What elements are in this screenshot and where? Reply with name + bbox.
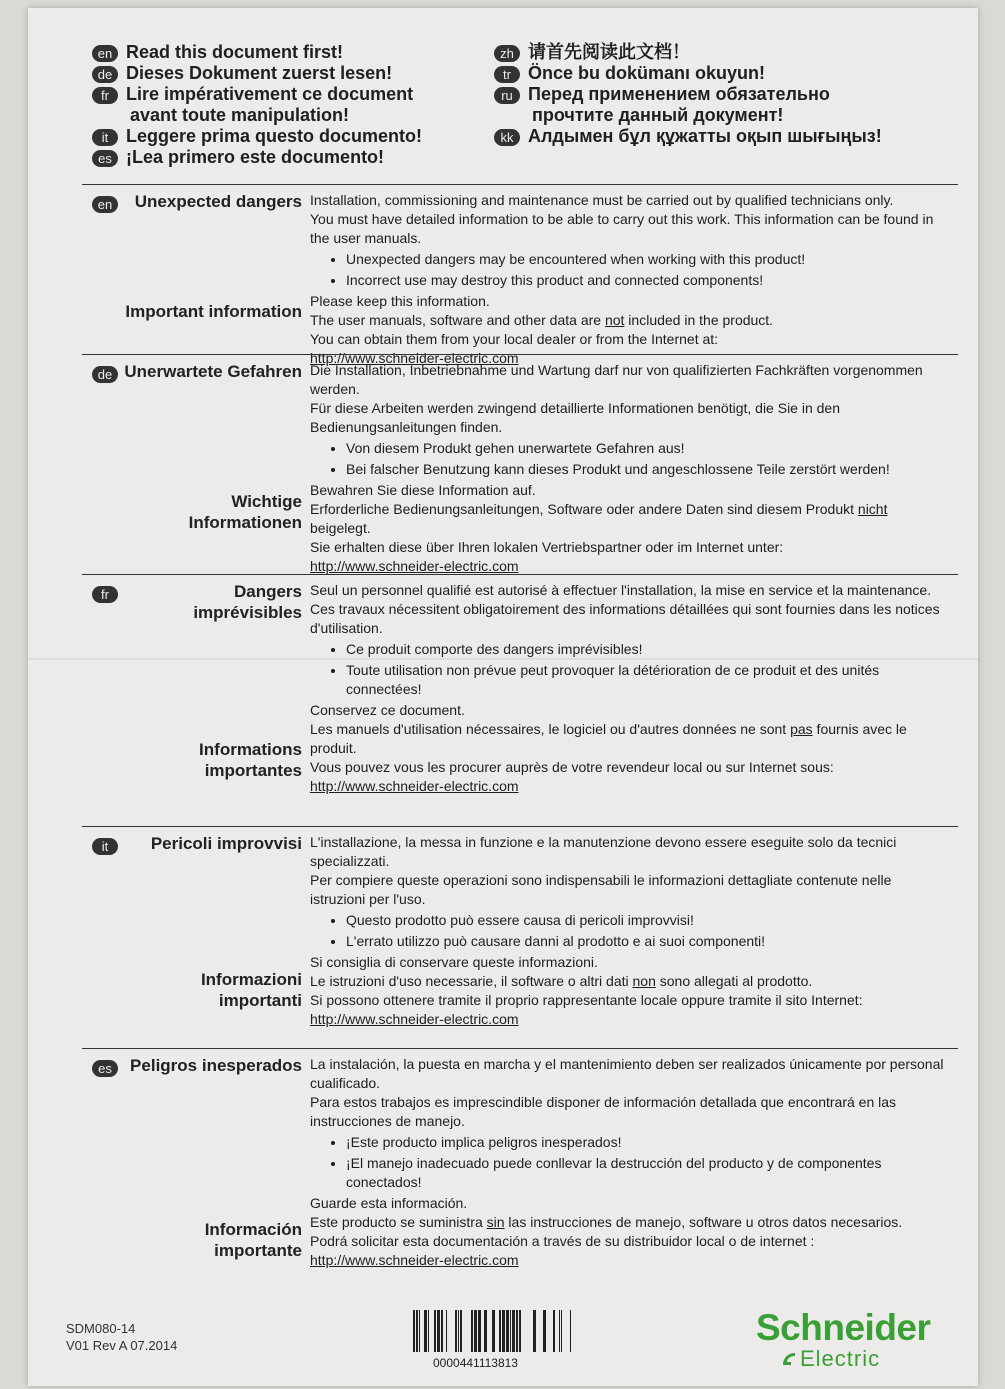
barcode-bar: [512, 1310, 515, 1352]
intro-text: Алдымен бұл құжатты оқып шығыңыз!: [528, 126, 882, 146]
info-heading: Wichtige Informationen: [188, 492, 302, 532]
intro-line: [92, 63, 492, 84]
list-item: • ¡Este producto implica peligros inesperados!: [346, 1133, 948, 1152]
info-line: You can obtain them from your local dealer or from the Internet at:: [310, 331, 719, 347]
barcode-bar: [478, 1310, 481, 1352]
barcode-bar: [424, 1310, 427, 1352]
danger-body: [310, 833, 948, 1029]
language-badge: es: [92, 1060, 118, 1077]
intro-text: Leggere prima questo documento!: [126, 126, 423, 146]
schneider-electric-logo: [756, 1308, 966, 1370]
language-badge: kk: [494, 129, 520, 146]
intro-text: Lire impérativement ce document: [126, 84, 414, 104]
barcode-bar: [446, 1310, 447, 1352]
list-item: • Bei falscher Benutzung kann dieses Produkt und angeschlossene Teile zerstört werden!: [346, 460, 948, 479]
language-badge: fr: [92, 586, 118, 603]
intro-text: Read this document first!: [126, 42, 344, 62]
barcode-bar: [455, 1310, 457, 1352]
language-badge: fr: [92, 87, 118, 104]
negation-text: sin: [486, 1214, 505, 1230]
list-item: • Von diesem Produkt gehen unerwartete Gefahren aus!: [346, 439, 948, 458]
intro-column-left: [92, 42, 492, 168]
intro-line: [494, 42, 944, 63]
intro-line: [494, 126, 944, 147]
list-item: • L'errato utilizzo può causare danni al prodotto e ai suoi componenti!: [346, 932, 948, 951]
danger-line: Para estos trabajos es imprescindible disponer de información detallada que encontrará en las instrucciones de manejo.: [310, 1094, 897, 1129]
info-heading: Informazioni importanti: [200, 970, 302, 1010]
document-id: [66, 1320, 177, 1354]
barcode-bar: [434, 1310, 436, 1352]
danger-line: L'installazione, la messa in funzione e la manutenzione devono essere eseguite solo da tecnici specializzati.: [310, 834, 897, 869]
barcode-bar: [460, 1310, 462, 1352]
keep-note: Conservez ce document.: [310, 702, 465, 718]
language-badge: zh: [494, 45, 520, 62]
website-link[interactable]: http://www.schneider-electric.com: [310, 1011, 519, 1027]
info-line: Vous pouvez vous les procurer auprès de votre revendeur local ou sur Internet sous:: [310, 759, 834, 775]
danger-line: Für diese Arbeiten werden zwingend detaillierte Informationen benötigt, die Sie in den Bedienungsanleitungen finden.: [310, 400, 840, 435]
info-line: [310, 1213, 948, 1232]
danger-heading: Pericoli improvvisi: [150, 834, 302, 853]
intro-column-right: [494, 42, 944, 147]
danger-line: Seul un personnel qualifié est autorisé à effectuer l'installation, la mise en service et la maintenance.: [310, 582, 932, 598]
barcode-bar: [506, 1310, 509, 1352]
barcode-bar: [516, 1310, 518, 1352]
barcode-bar: [570, 1310, 571, 1352]
list-item: • Toute utilisation non prévue peut provoquer la détérioration de ce produit et des unités connectées!: [346, 661, 948, 699]
logo-subword: Electric: [800, 1346, 881, 1371]
intro-block: [92, 42, 938, 172]
document-code: SDM080-14: [66, 1321, 136, 1336]
negation-text: nicht: [857, 501, 888, 517]
danger-line: La instalación, la puesta en marcha y el mantenimiento deben ser realizados únicamente por personal cualificado.: [310, 1056, 944, 1091]
intro-line: [92, 126, 492, 147]
intro-text: 请首先阅读此文档！: [528, 42, 690, 62]
info-line: Podrá solicitar esta documentación a través de su distribuidor local o de internet :: [310, 1233, 815, 1249]
website-link[interactable]: http://www.schneider-electric.com: [310, 350, 519, 366]
warning-list: [310, 1133, 948, 1192]
list-item: • ¡El manejo inadecuado puede conllevar la destrucción del producto y de componentes conectados!: [346, 1154, 948, 1192]
intro-text: ¡Lea primero este documento!: [126, 147, 385, 167]
language-section: [82, 184, 958, 366]
keep-note: Please keep this information.: [310, 293, 490, 309]
barcode-bar: [553, 1310, 555, 1352]
language-badge: ru: [494, 87, 520, 104]
negation-text: not: [604, 312, 625, 328]
barcode-bar: [502, 1310, 505, 1352]
info-line: Sie erhalten diese über Ihren lokalen Vertriebspartner oder im Internet unter:: [310, 539, 784, 555]
intro-line: [494, 63, 944, 84]
barcode-bar: [471, 1310, 473, 1352]
barcode-bar: [416, 1310, 418, 1352]
info-text: Les manuels d'utilisation nécessaires, le logiciel ou d'autres données ne sont: [310, 721, 791, 737]
language-section: [82, 574, 958, 794]
revision-label: V01 Rev A 07.2014: [66, 1338, 178, 1353]
barcode-bar: [492, 1310, 495, 1352]
barcode-bar: [428, 1310, 429, 1352]
document-sheet: [28, 8, 978, 1386]
info-heading: Important information: [125, 302, 302, 321]
language-badge: es: [92, 150, 118, 167]
language-badge: de: [92, 66, 118, 83]
footer: [28, 1298, 978, 1378]
barcode-bar: [437, 1310, 440, 1352]
danger-body: [310, 1055, 948, 1270]
barcode-number: 0000441113813: [433, 1356, 518, 1370]
info-block: [310, 500, 948, 576]
danger-body: [310, 361, 948, 576]
intro-line: [494, 84, 944, 105]
info-text: Este producto se suministra: [310, 1214, 487, 1230]
info-block: [310, 720, 948, 796]
barcode-bar: [561, 1310, 562, 1352]
info-heading: Información importante: [204, 1220, 302, 1260]
info-line: [310, 972, 948, 991]
language-badge: tr: [494, 66, 520, 83]
info-heading: Informations importantes: [199, 740, 302, 780]
language-badge: en: [92, 196, 118, 213]
barcode-bar: [484, 1310, 487, 1352]
info-line: [310, 720, 948, 758]
info-text: sono allegati al prodotto.: [655, 973, 813, 989]
language-badge: en: [92, 45, 118, 62]
barcode-bar: [543, 1310, 546, 1352]
barcode-bar: [474, 1310, 477, 1352]
keep-note: Guarde esta información.: [310, 1195, 468, 1211]
info-text: The user manuals, software and other data are: [310, 312, 605, 328]
barcode-bar: [441, 1310, 443, 1352]
info-block: [310, 972, 948, 1029]
intro-text: Dieses Dokument zuerst lesen!: [126, 63, 393, 83]
life-is-on-icon: [780, 1350, 798, 1368]
barcode-bar: [499, 1310, 501, 1352]
warning-list: [310, 439, 948, 479]
info-line: [310, 500, 948, 538]
barcode-bar: [413, 1310, 415, 1352]
website-link[interactable]: http://www.schneider-electric.com: [310, 558, 519, 574]
website-link[interactable]: http://www.schneider-electric.com: [310, 778, 519, 794]
info-line: Si possono ottenere tramite il proprio rappresentante locale oppure tramite il sito Internet:: [310, 992, 863, 1008]
barcode-bar: [533, 1310, 536, 1352]
intro-text: Önce bu dokümanı okuyun!: [528, 63, 766, 83]
language-section: [82, 1048, 958, 1268]
danger-heading: Peligros inesperados: [130, 1056, 302, 1075]
danger-body: [310, 191, 948, 368]
barcode-bar: [519, 1310, 521, 1352]
barcode-bar: [510, 1310, 511, 1352]
danger-line: Die Installation, Inbetriebnahme und Wartung darf nur von qualifizierten Fachkräften vorgenommen werden.: [310, 362, 923, 397]
barcode-bar: [419, 1310, 420, 1352]
warning-list: [310, 640, 948, 699]
list-item: • Unexpected dangers may be encountered when working with this product!: [346, 250, 948, 269]
language-badge: it: [92, 129, 118, 146]
info-text: las instrucciones de manejo, software u otros datos necesarios.: [504, 1214, 903, 1230]
negation-text: non: [632, 973, 656, 989]
intro-text: Перед применением обязательно: [528, 84, 830, 104]
info-text: Erforderliche Bedienungsanleitungen, Software oder andere Daten sind diesem Produkt: [310, 501, 858, 517]
list-item: • Questo prodotto può essere causa di pericoli improvvisi!: [346, 911, 948, 930]
danger-body: [310, 581, 948, 796]
language-badge: it: [92, 838, 118, 855]
warning-list: [310, 911, 948, 951]
warning-list: [310, 250, 948, 290]
info-text: included in the product.: [624, 312, 774, 328]
danger-line: Per compiere queste operazioni sono indispensabili le informazioni dettagliate contenute nelle istruzioni per l'uso.: [310, 872, 892, 907]
keep-note: Bewahren Sie diese Information auf.: [310, 482, 536, 498]
barcode-icon: [413, 1310, 583, 1352]
info-text: fournis avec le produit.: [310, 721, 907, 756]
danger-heading: Dangers imprévisibles: [193, 582, 302, 622]
danger-heading: Unexpected dangers: [134, 192, 302, 211]
intro-text-continued: прочтите данный документ!: [532, 105, 784, 125]
info-text: beigelegt.: [310, 520, 371, 536]
info-text: Le istruzioni d'uso necessarie, il software o altri dati: [310, 973, 633, 989]
intro-text-continued: avant toute manipulation!: [130, 105, 350, 125]
list-item: • Ce produit comporte des dangers imprévisibles!: [346, 640, 948, 659]
list-item: • Incorrect use may destroy this product and connected components!: [346, 271, 948, 290]
barcode-bar: [559, 1310, 560, 1352]
language-section: [82, 826, 958, 1027]
language-section: [82, 354, 958, 574]
intro-line: [92, 84, 492, 105]
logo-wordmark: Schneider: [756, 1307, 931, 1348]
danger-line: Ces travaux nécessitent obligatoirement des informations détaillées qui sont fournies dans les notices d'utilisation.: [310, 601, 940, 636]
website-link[interactable]: http://www.schneider-electric.com: [310, 1252, 519, 1268]
intro-line: [92, 147, 492, 168]
negation-text: pas: [790, 721, 813, 737]
keep-note: Si consiglia di conservare queste informazioni.: [310, 954, 598, 970]
language-badge: de: [92, 366, 118, 383]
info-block: [310, 311, 948, 368]
info-block: [310, 1213, 948, 1270]
info-line: [310, 311, 948, 330]
danger-heading: Unerwartete Gefahren: [124, 362, 302, 381]
danger-line: You must have detailed information to be able to carry out this work. This information can be found in the user manuals.: [310, 211, 934, 246]
danger-line: Installation, commissioning and maintenance must be carried out by qualified technicians only.: [310, 192, 894, 208]
intro-line: [92, 42, 492, 63]
barcode-bar: [458, 1310, 459, 1352]
